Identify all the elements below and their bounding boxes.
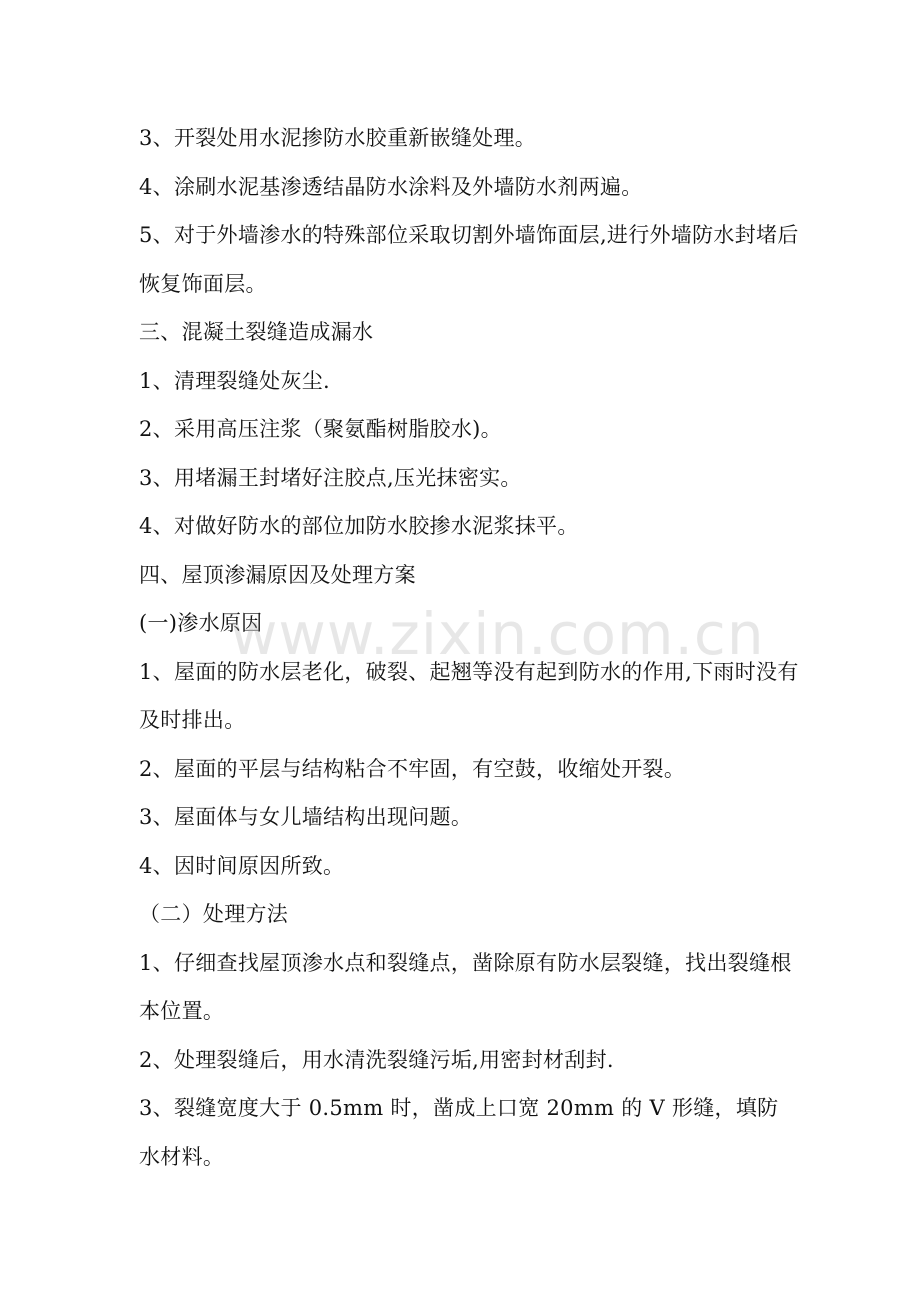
- paragraph-item-4-coating: 4、涂刷水泥基渗透结晶防水涂料及外墙防水剂两遍。: [139, 174, 643, 199]
- subsection-heading-causes: (一)渗水原因: [139, 611, 263, 635]
- paragraph-cause-4: 4、因时间原因所致。: [139, 853, 345, 878]
- paragraph-item-5-special-parts: 5、对于外墙渗水的特殊部位采取切割外墙饰面层,进行外墙防水封堵后恢复饰面层。: [139, 223, 799, 296]
- document-body: [139, 114, 799, 1181]
- watermark-text: www.zixin.com.cn: [230, 600, 765, 668]
- paragraph-cause-3: 3、屋面体与女儿墙结构出现问题。: [139, 805, 473, 829]
- section-heading-3: 三、混凝土裂缝造成漏水: [139, 320, 374, 344]
- paragraph-item-4-smooth: 4、对做好防水的部位加防水胶掺水泥浆抹平。: [139, 514, 579, 538]
- subsection-heading-methods: （二）处理方法: [139, 902, 289, 926]
- paragraph-item-3-seal: 3、用堵漏王封堵好注胶点,压光抹密实。: [139, 465, 522, 490]
- paragraph-item-2-grouting: 2、采用高压注浆（聚氨酯树脂胶水)。: [139, 417, 502, 441]
- paragraph-method-2: 2、处理裂缝后，用水清洗裂缝污垢,用密封材刮封.: [139, 1047, 614, 1072]
- paragraph-method-3: 3、裂缝宽度大于 0.5mm 时，凿成上口宽 20mm 的 V 形缝，填防水材料。: [139, 1096, 779, 1169]
- paragraph-method-1: 1、仔细查找屋顶渗水点和裂缝点，凿除原有防水层裂缝，找出裂缝根本位置。: [139, 950, 792, 1023]
- section-heading-4: 四、屋顶渗漏原因及处理方案: [139, 562, 416, 587]
- paragraph-cause-1: 1、屋面的防水层老化，破裂、起翘等没有起到防水的作用,下雨时没有及时排出。: [139, 659, 799, 732]
- paragraph-item-1-clean: 1、清理裂缝处灰尘.: [139, 368, 331, 393]
- paragraph-cause-2: 2、屋面的平层与结构粘合不牢固，有空鼓，收缩处开裂。: [139, 756, 686, 781]
- paragraph-item-3-caulk: 3、开裂处用水泥掺防水胶重新嵌缝处理。: [139, 126, 537, 150]
